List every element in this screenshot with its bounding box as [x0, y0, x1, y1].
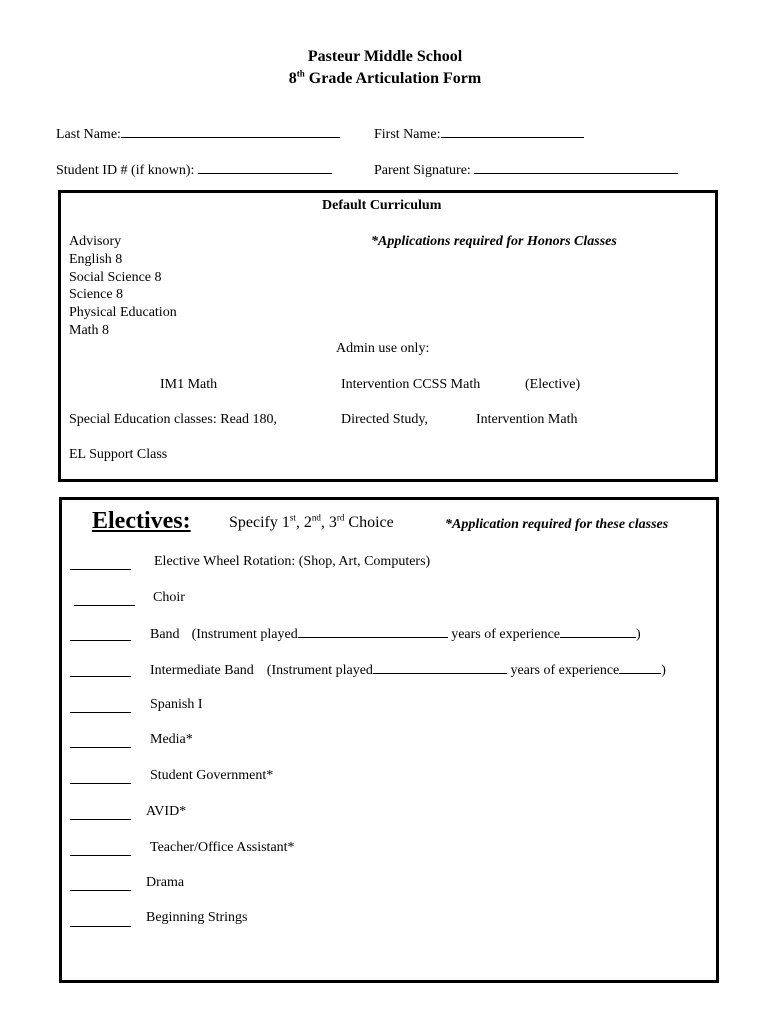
elective-drama: Drama: [146, 875, 185, 890]
honors-note: *Applications required for Honors Classes: [371, 234, 617, 249]
course-pe: Physical Education: [69, 305, 177, 321]
band-instrument-label: (Instrument played: [191, 627, 298, 642]
elective-spanish: Spanish I: [150, 697, 203, 712]
choice-blank-wheel[interactable]: [70, 569, 131, 570]
first-name-label: First Name:: [374, 127, 441, 142]
form-title-text: Grade Articulation Form: [304, 70, 482, 87]
band-experience-blank[interactable]: [560, 625, 636, 638]
parent-signature-label: Parent Signature:: [374, 163, 471, 178]
student-id-label: Student ID # (if known):: [56, 163, 195, 178]
choice-blank-student-government[interactable]: [70, 783, 131, 784]
special-education-label: Special Education classes: Read 180,: [69, 412, 277, 427]
grade-number: 8: [288, 70, 297, 87]
directed-study: Directed Study,: [341, 412, 428, 427]
course-list: [69, 233, 177, 340]
choice-blank-band[interactable]: [70, 640, 131, 641]
choice-blank-teacher-assistant[interactable]: [70, 855, 131, 856]
grade-superscript: th: [296, 68, 305, 79]
band-close-paren: ): [636, 627, 641, 642]
intermediate-band-experience-label: years of experience: [506, 663, 620, 678]
last-name-field[interactable]: [56, 125, 340, 143]
student-id-field[interactable]: [56, 161, 332, 179]
electives-heading: Electives:: [92, 508, 191, 534]
elective-intermediate-band: [150, 661, 666, 679]
elective-choir: Choir: [153, 590, 185, 605]
sup-st: st: [289, 512, 296, 523]
default-curriculum-heading: Default Curriculum: [322, 198, 442, 213]
sup-nd: nd: [311, 512, 321, 523]
sup-rd: rd: [336, 512, 345, 523]
parent-signature-field[interactable]: [374, 161, 678, 179]
application-note: *Application required for these classes: [445, 517, 669, 532]
form-title: [0, 70, 770, 88]
intermediate-band-label: Intermediate Band: [150, 663, 254, 678]
elective-band: [150, 625, 641, 643]
specify-choice: [229, 514, 394, 532]
admin-use-label: Admin use only:: [336, 341, 430, 356]
choice-blank-choir[interactable]: [74, 605, 135, 606]
choice-blank-avid[interactable]: [70, 819, 131, 820]
choice-blank-drama[interactable]: [70, 890, 131, 891]
elective-avid: AVID*: [146, 804, 187, 819]
course-social-science: Social Science 8: [69, 269, 162, 285]
elective-wheel: Elective Wheel Rotation: (Shop, Art, Computers): [154, 554, 431, 569]
band-instrument-blank[interactable]: [298, 625, 448, 638]
course-science: Science 8: [69, 287, 124, 303]
student-id-blank[interactable]: [198, 161, 332, 174]
elective-beginning-strings: Beginning Strings: [146, 910, 248, 925]
elective-paren: (Elective): [525, 377, 581, 392]
elective-student-government: Student Government*: [150, 768, 274, 783]
choice-blank-intermediate-band[interactable]: [70, 676, 131, 677]
intermediate-band-close-paren: ): [661, 663, 666, 678]
parent-signature-blank[interactable]: [474, 161, 678, 174]
first-name-blank[interactable]: [441, 125, 584, 138]
specify-prefix: Specify 1: [229, 514, 290, 531]
band-experience-label: years of experience: [447, 627, 561, 642]
choice-blank-spanish[interactable]: [70, 712, 131, 713]
choice-blank-media[interactable]: [70, 747, 131, 748]
specify-comma1: , 2: [295, 514, 312, 531]
intervention-ccss-math: Intervention CCSS Math: [341, 377, 481, 392]
im1-math: IM1 Math: [160, 377, 218, 392]
last-name-label: Last Name:: [56, 127, 121, 142]
intermediate-band-experience-blank[interactable]: [619, 661, 661, 674]
course-english: English 8: [69, 251, 123, 267]
first-name-field[interactable]: [374, 125, 584, 143]
intervention-math: Intervention Math: [476, 412, 578, 427]
intermediate-band-instrument-label: (Instrument played: [266, 663, 373, 678]
intermediate-band-instrument-blank[interactable]: [373, 661, 507, 674]
specify-choice-text: Choice: [344, 514, 394, 531]
elective-media: Media*: [150, 732, 193, 747]
el-support-class: EL Support Class: [69, 447, 168, 462]
last-name-blank[interactable]: [121, 125, 340, 138]
course-math: Math 8: [69, 322, 110, 338]
specify-comma2: , 3: [320, 514, 337, 531]
elective-teacher-assistant: Teacher/Office Assistant*: [150, 840, 295, 855]
school-name: Pasteur Middle School: [307, 48, 463, 65]
course-advisory: Advisory: [69, 234, 122, 249]
band-label: Band: [150, 627, 180, 642]
choice-blank-beginning-strings[interactable]: [70, 926, 131, 927]
